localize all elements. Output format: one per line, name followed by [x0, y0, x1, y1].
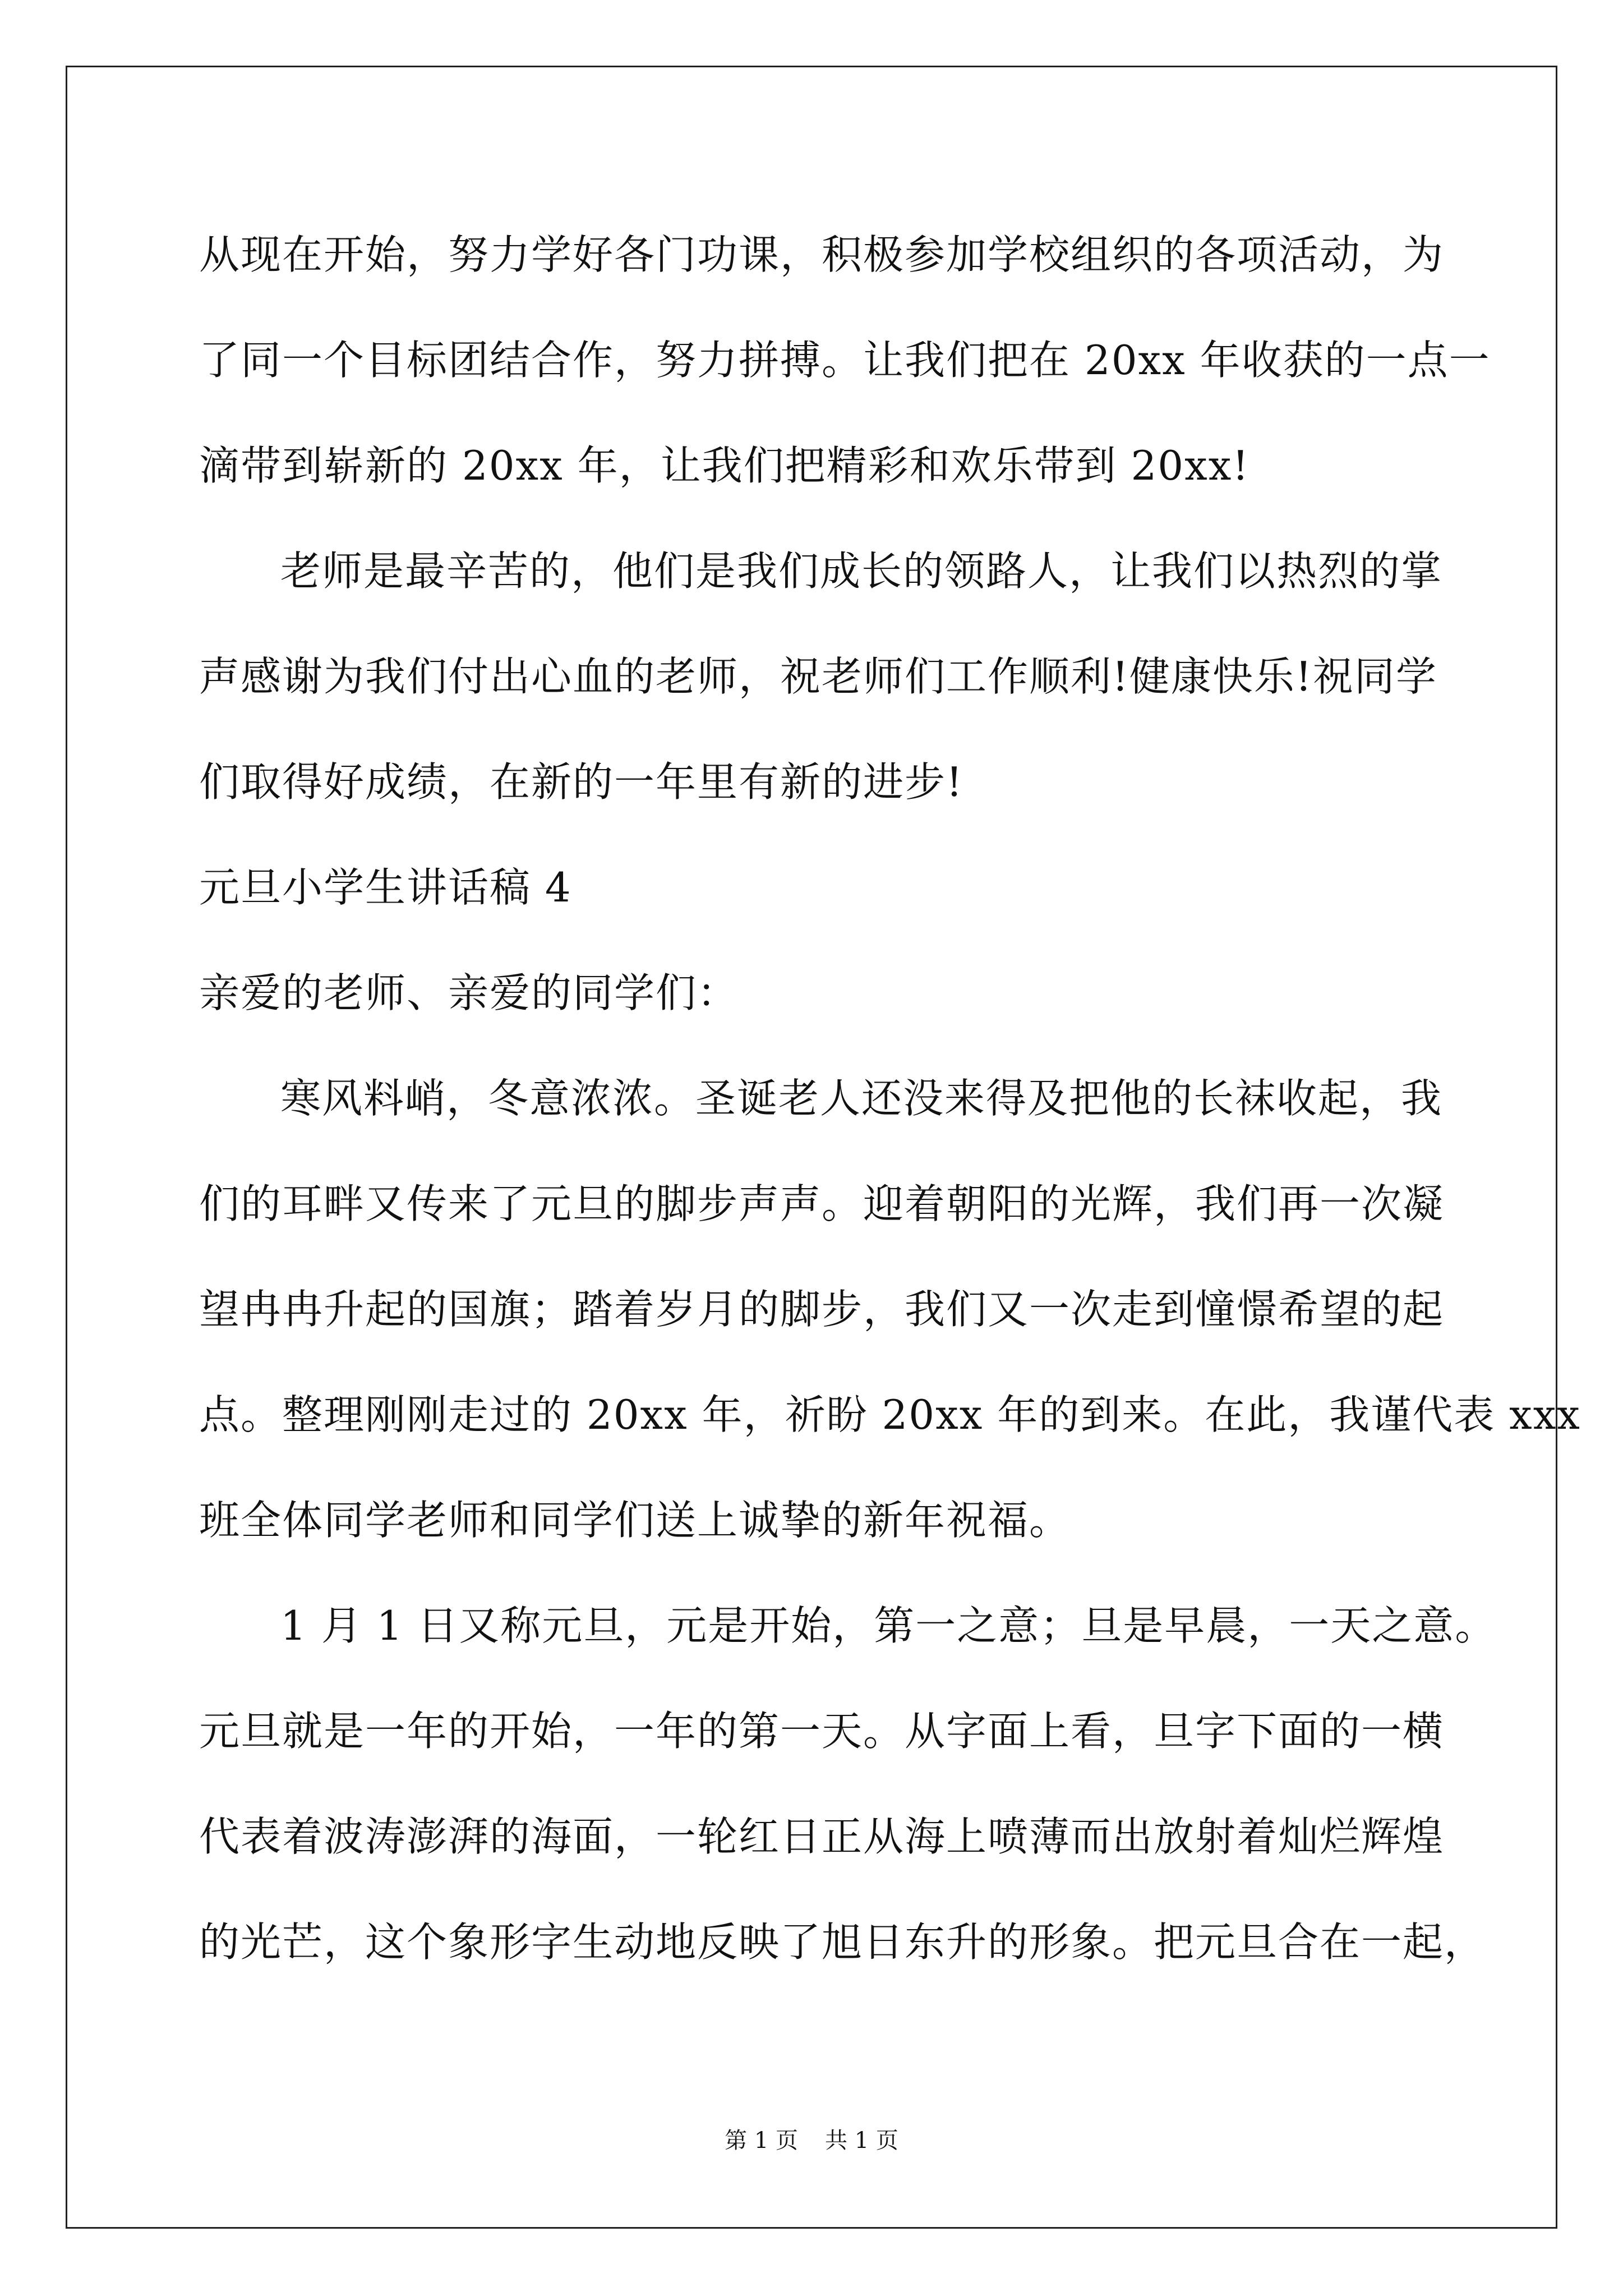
text-line: 元旦就是一年的开始，一年的第一天。从字面上看，旦字下面的一横: [199, 1708, 1445, 1755]
text-line: 的光芒，这个象形字生动地反映了旭日东升的形象。把元旦合在一起，: [199, 1918, 1486, 1966]
text-line: 点。整理刚刚走过的 20xx 年，祈盼 20xx 年的到来。在此，我谨代表 xxx: [199, 1391, 1581, 1438]
text-line: 班全体同学老师和同学们送上诚挚的新年祝福。: [199, 1497, 1071, 1544]
paragraph-start-line: 老师是最辛苦的，他们是我们成长的领路人，让我们以热烈的掌: [280, 547, 1443, 595]
text-line: 们的耳畔又传来了元旦的脚步声声。迎着朝阳的光辉，我们再一次凝: [199, 1180, 1445, 1227]
text-line: 们取得好成绩，在新的一年里有新的进步!: [199, 758, 963, 806]
text-line: 代表着波涛澎湃的海面，一轮红日正从海上喷薄而出放射着灿烂辉煌: [199, 1813, 1445, 1860]
text-line: 声感谢为我们付出心血的老师，祝老师们工作顺利!健康快乐!祝同学: [199, 653, 1437, 700]
page-number: 第 1 页: [725, 2128, 798, 2154]
text-line: 望冉冉升起的国旗；踏着岁月的脚步，我们又一次走到憧憬希望的起: [199, 1286, 1445, 1333]
page-total: 共 1 页: [825, 2128, 898, 2154]
salutation: 亲爱的老师、亲爱的同学们：: [199, 969, 739, 1016]
paragraph-start-line: 1 月 1 日又称元旦，元是开始，第一之意；旦是早晨，一天之意。: [280, 1602, 1497, 1649]
page-footer: [0, 2124, 1623, 2157]
text-line: 了同一个目标团结合作，努力拼搏。让我们把在 20xx 年收获的一点一: [199, 337, 1491, 384]
paragraph-start-line: 寒风料峭，冬意浓浓。圣诞老人还没来得及把他的长袜收起，我: [280, 1075, 1443, 1122]
text-line: 从现在开始，努力学好各门功课，积极参加学校组织的各项活动，为: [199, 231, 1445, 278]
section-heading: 元旦小学生讲话稿 4: [199, 864, 572, 911]
document-body: [199, 202, 1581, 1995]
text-line: 滴带到崭新的 20xx 年，让我们把精彩和欢乐带到 20xx!: [199, 442, 1250, 489]
